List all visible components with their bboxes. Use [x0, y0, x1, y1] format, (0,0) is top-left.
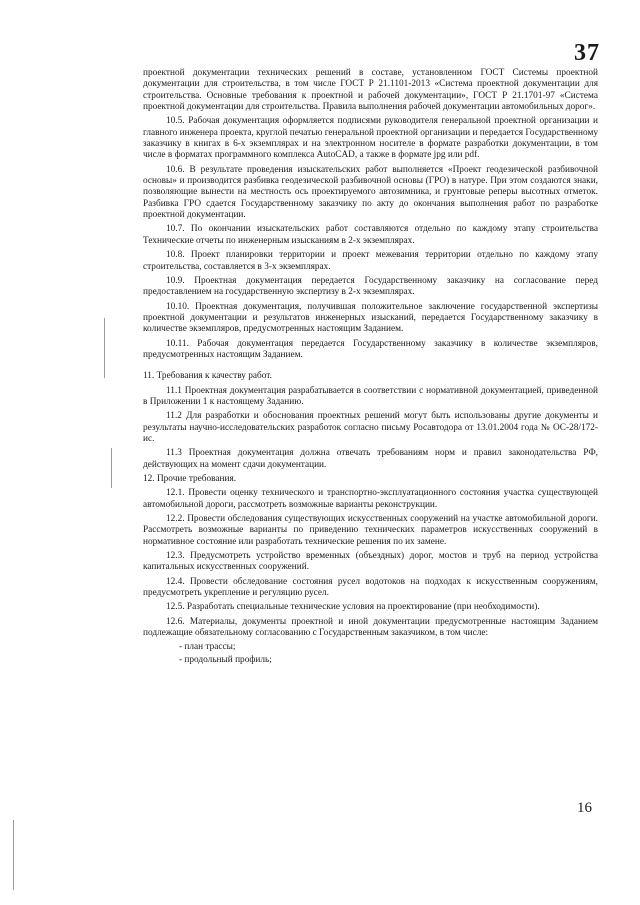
paragraph: 12.1. Провести оценку технического и транспортно-эксплуатационного состояния участка существующей автомобильной дороги, рассмотреть возможные варианты реконструкции. [143, 488, 598, 510]
paragraph: 12.5. Разработать специальные технические условия на проектирование (при необходимости). [166, 602, 540, 613]
paragraph: проектной документации технических решений в составе, установленном ГОСТ Системы проектной документации для строительства, в том числе ГОСТ Р 21.1101-2013 «Система проектной документации для строительства. Основные требования к проектной и рабочей документации», ГОСТ Р 21.1701-97 «Система проектной документации для строительства. Правила выполнения рабочей документации автомобильных дорог». [143, 68, 598, 113]
paragraph: 11.2 Для разработки и обоснования проектных решений могут быть использованы другие документы и результаты научно-исследовательских разработок согласно письму Росавтодора от 13.01.2004 года № ОС-28/172-ис. [143, 411, 598, 444]
document-body [143, 68, 598, 667]
paragraph: 11.1 Проектная документация разрабатывается в соответствии с нормативной документацией, приведенной в Приложении 1 к настоящему Заданию. [143, 385, 598, 407]
page-number-top: 37 [574, 40, 600, 66]
page-number-bottom: 16 [577, 800, 592, 816]
binding-mark-line [104, 318, 105, 378]
paragraph: 12.3. Предусмотреть устройство временных (объездных) дорог, мостов и труб на период устройства капитальных искусственных сооружений. [143, 551, 598, 573]
list-item: - план трассы; [179, 642, 236, 653]
paragraph: 10.8. Проект планировки территории и проект межевания территории отдельно по каждому этапу строительства, составляется в 3-х экземплярах. [143, 250, 598, 272]
paragraph: 12.6. Материалы, документы проектной и иной документации предусмотренные настоящим Заданием подлежащие обязательному согласованию с Государственным заказчиком, в том числе: [143, 616, 598, 639]
paragraph: 10.5. Рабочая документация оформляется подписями руководителя генеральной проектной организации и главного инженера проекта, круглой печатью генеральной проектной организации и передается Государственному заказчику в книгах в 6-х экземплярах и на электронном носителе в формате разработки документации, в том числе в форматах программного комплекса AutoCAD, а также в формате jpg или pdf. [143, 116, 598, 161]
section-heading: 12. Прочие требования. [143, 474, 237, 484]
paragraph: 11.3 Проектная документация должна отвечать требованиям норм и правил законодательства РФ, действующих на момент сдачи документации. [143, 448, 598, 470]
paragraph: 12.2. Провести обследования существующих искусственных сооружений на участке автомобильной дороги. Рассмотреть возможные варианты по приведению технических параметров искусственных сооружений в нормативное состояние или разработать технические решения по их замене. [143, 514, 598, 547]
section-heading: 11. Требования к качеству работ. [143, 371, 272, 382]
binding-mark-line [13, 820, 14, 890]
paragraph: 10.11. Рабочая документация передается Государственному заказчику в количестве экземпляров, предусмотренных настоящим Заданием. [143, 338, 598, 360]
paragraph: 10.9. Проектная документация передается Государственному заказчику на согласование перед предоставлением на государственную экспертизу в 2-х экземплярах. [143, 275, 598, 298]
paragraph: 10.6. В результате проведения изыскательских работ выполняется «Проект геодезической разбивочной основы» и производится разбивка геодезической разбивочной основы (ГРО) в натуре. При этом создаются знаки, позволяющие вынести на местность ось проектируемого автозимника, и грунтовые реперы высотных отметок. Разбивка ГРО сдается Государственному заказчику по акту до окончания выполнения работ по разработке проектной документации. [143, 164, 598, 221]
paragraph: 12.4. Провести обследование состояния русел водотоков на подходах к искусственным сооружениям, предусмотреть укрепление и регуляцию русел. [143, 576, 598, 599]
paragraph: 10.10. Проектная документация, получившая положительное заключение государственной экспертизы проектной документации и результатов инженерных изысканий, передается Государственному заказчику в количестве экземпляров, предусмотренных настоящим Заданием. [143, 301, 598, 335]
binding-mark-line [111, 448, 112, 488]
paragraph: 10.7. По окончании изыскательских работ составляются отдельно по каждому этапу строительства Технические отчеты по инженерным изысканиям в 2-х экземплярах. [143, 224, 598, 246]
list-item: - продольный профиль; [179, 654, 272, 665]
